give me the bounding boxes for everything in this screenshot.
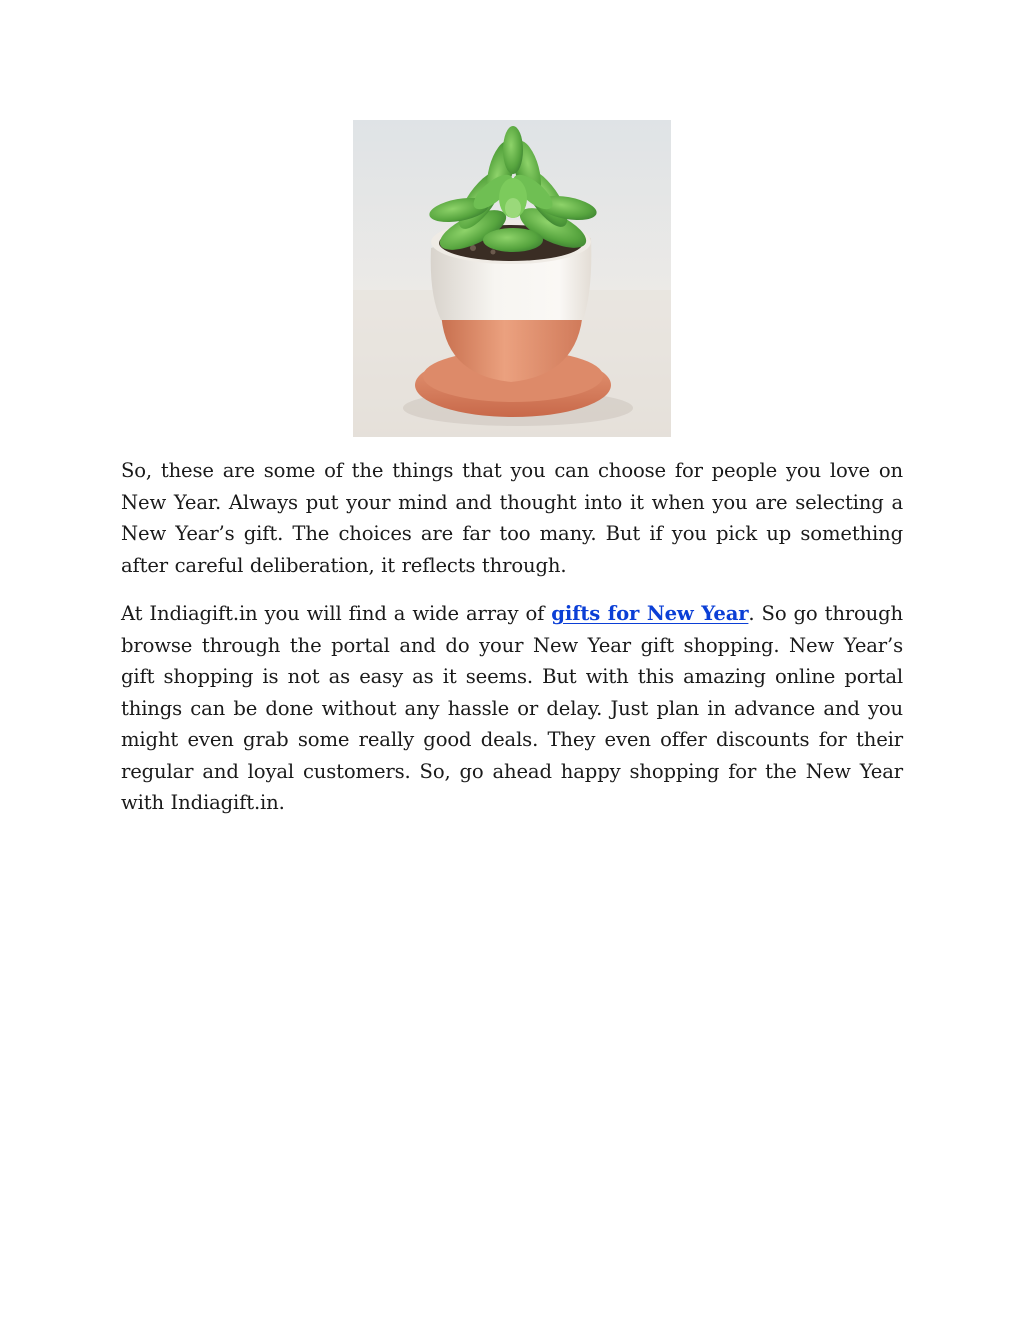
paragraph-2-rest: . So go through browse through the portal and do your New Year gift shopping. New Year’s gift shopping is not as easy as it seems. But with this amazing online portal things can be done without any hassle or delay. Just plan in advance and you might even grab some really good deals. They even offer discounts for their regular and loyal customers. So, go ahead happy shopping for the New Year with Indiagift.in. (121, 602, 903, 814)
paragraph-2 (121, 598, 903, 819)
document-body (121, 455, 903, 819)
paragraph-1: So, these are some of the things that you can choose for people you love on New Year. Always put your mind and thought into it when you are selecting a New Year’s gift. The choices are far too many. But if you pick up something after careful deliberation, it reflects through. (121, 459, 903, 577)
succulent-plant-photo (353, 120, 671, 437)
gifts-for-new-year-link[interactable]: gifts for New Year (551, 602, 749, 625)
paragraph-2-intro: At Indiagift.in you will find a wide array of (121, 602, 552, 625)
